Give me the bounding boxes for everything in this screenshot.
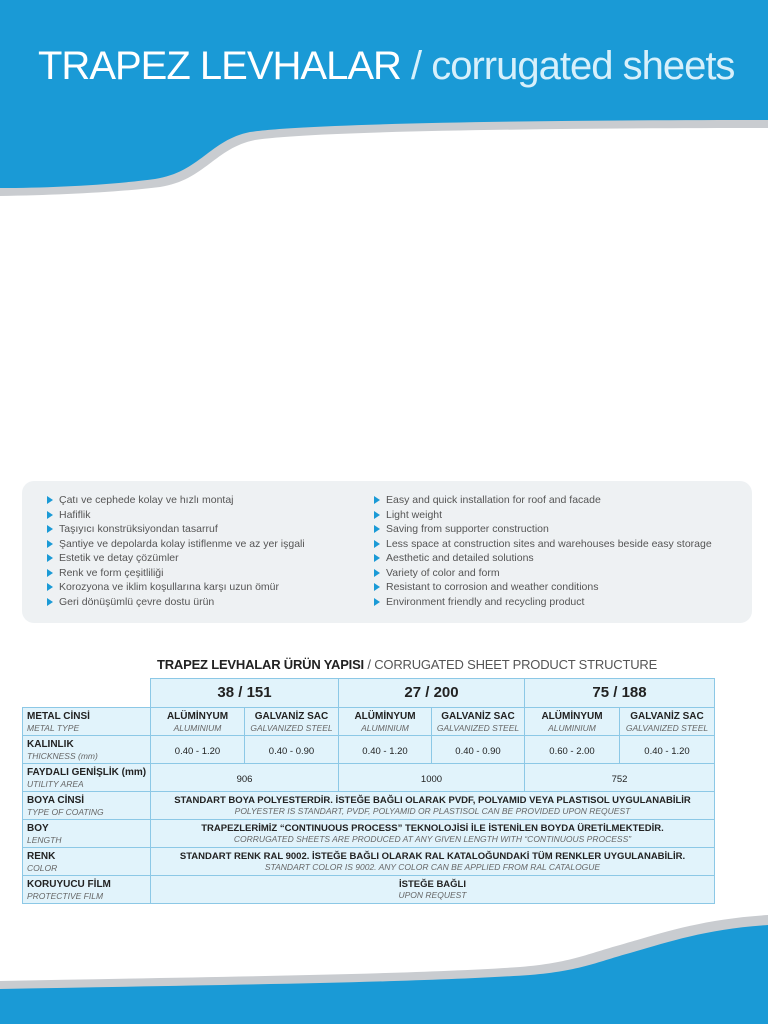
title-separator: / (400, 44, 432, 88)
bullet-arrow-icon (47, 569, 53, 577)
feature-item: Taşıyıcı konstrüksiyondan tasarruf (47, 522, 305, 537)
table-cell: STANDART RENK RAL 9002. İSTEĞE BAĞLI OLARAK RAL KATALOĞUNDAKİ TÜM RENKLER UYGULANABİLİR. STANDART COLOR IS 9002. ANY COLOR CAN BE APPLIED FROM RAL CATALOGUE (151, 848, 715, 876)
table-cell: 0.40 - 0.90 (245, 736, 339, 764)
feature-item: Variety of color and form (374, 566, 712, 581)
table-cell: 0.40 - 0.90 (432, 736, 525, 764)
table-cell: GALVANİZ SAC GALVANIZED STEEL (432, 708, 525, 736)
table-cell: TRAPEZLERİMİZ “CONTINUOUS PROCESS” TEKNOLOJİSİ İLE İSTENİLEN BOYDA ÜRETİLMEKTEDİR. CORRUGATED SHEETS ARE PRODUCED AT ANY GIVEN LENGTH WITH “CONTINUOUS PROCESS” (151, 820, 715, 848)
feature-item: Hafiflik (47, 508, 305, 523)
feature-item: Less space at construction sites and warehouses beside easy storage (374, 537, 712, 552)
profile-header: 75 / 188 (525, 679, 715, 708)
bullet-arrow-icon (47, 496, 53, 504)
table-cell: 0.40 - 1.20 (620, 736, 715, 764)
feature-item: Saving from supporter construction (374, 522, 712, 537)
table-row-width (23, 764, 715, 792)
table-cell: İSTEĞE BAĞLI UPON REQUEST (151, 876, 715, 904)
bullet-arrow-icon (47, 598, 53, 606)
table-cell: STANDART BOYA POLYESTERDİR. İSTEĞE BAĞLI OLARAK PVDF, POLYAMID VEYA PLASTISOL UYGULANABİLİR POLYESTER IS STANDART, PVDF, POLYAMID OR PLASTISOL CAN BE PROVIDED UPON REQUEST (151, 792, 715, 820)
feature-item: Light weight (374, 508, 712, 523)
bullet-arrow-icon (374, 583, 380, 591)
header-wave-shape (0, 0, 768, 200)
table-cell: 0.40 - 1.20 (339, 736, 432, 764)
table-cell: GALVANİZ SAC GALVANIZED STEEL (245, 708, 339, 736)
bullet-arrow-icon (374, 511, 380, 519)
profile-header: 38 / 151 (151, 679, 339, 708)
header-band (0, 0, 768, 200)
bullet-arrow-icon (47, 525, 53, 533)
bullet-arrow-icon (47, 583, 53, 591)
row-label: METAL CİNSİ METAL TYPE (23, 708, 151, 736)
table-cell: GALVANİZ SAC GALVANIZED STEEL (620, 708, 715, 736)
product-structure-table (22, 678, 715, 904)
table-cell: ALÜMİNYUM ALUMINIUM (151, 708, 245, 736)
table-row-metal (23, 708, 715, 736)
feature-item: Environment friendly and recycling product (374, 595, 712, 610)
bullet-arrow-icon (374, 496, 380, 504)
table-cell: ALÜMİNYUM ALUMINIUM (525, 708, 620, 736)
feature-item: Aesthetic and detailed solutions (374, 551, 712, 566)
title-en: corrugated sheets (431, 44, 735, 88)
bullet-arrow-icon (374, 569, 380, 577)
feature-item: Geri dönüşümlü çevre dostu ürün (47, 595, 305, 610)
row-label: BOY LENGTH (23, 820, 151, 848)
table-row-color (23, 848, 715, 876)
table-cell: 0.40 - 1.20 (151, 736, 245, 764)
bullet-arrow-icon (374, 540, 380, 548)
features-list-tr (47, 493, 305, 609)
bullet-arrow-icon (374, 525, 380, 533)
table-title-en: CORRUGATED SHEET PRODUCT STRUCTURE (374, 657, 658, 672)
table-cell: 0.60 - 2.00 (525, 736, 620, 764)
feature-item: Şantiye ve depolarda kolay istiflenme ve az yer işgali (47, 537, 305, 552)
row-label: KALINLIK THICKNESS (mm) (23, 736, 151, 764)
profile-header: 27 / 200 (339, 679, 525, 708)
page-title (38, 44, 734, 89)
table-title (157, 657, 657, 672)
footer-wave-shape (0, 905, 768, 1024)
bullet-arrow-icon (374, 598, 380, 606)
table-cell: 906 (151, 764, 339, 792)
feature-item: Resistant to corrosion and weather conditions (374, 580, 712, 595)
features-panel (22, 481, 752, 623)
table-row-coating (23, 792, 715, 820)
bullet-arrow-icon (47, 511, 53, 519)
table-row-length (23, 820, 715, 848)
table-cell: 1000 (339, 764, 525, 792)
bullet-arrow-icon (47, 540, 53, 548)
title-tr: TRAPEZ LEVHALAR (38, 44, 401, 88)
footer-band (0, 905, 768, 1024)
table-cell: 752 (525, 764, 715, 792)
feature-item: Renk ve form çeşitliliği (47, 566, 305, 581)
bullet-arrow-icon (374, 554, 380, 562)
bullet-arrow-icon (47, 554, 53, 562)
features-list-en (374, 493, 712, 609)
table-row-profiles (23, 679, 715, 708)
row-label: FAYDALI GENİŞLİK (mm) UTILITY AREA (23, 764, 151, 792)
row-label: KORUYUCU FİLM PROTECTIVE FILM (23, 876, 151, 904)
table-corner-cell (23, 679, 151, 708)
feature-item: Easy and quick installation for roof and facade (374, 493, 712, 508)
feature-item: Korozyona ve iklim koşullarına karşı uzun ömür (47, 580, 305, 595)
row-label: BOYA CİNSİ TYPE OF COATING (23, 792, 151, 820)
table-row-thickness (23, 736, 715, 764)
table-row-film (23, 876, 715, 904)
feature-item: Estetik ve detay çözümler (47, 551, 305, 566)
row-label: RENK COLOR (23, 848, 151, 876)
table-title-tr: TRAPEZ LEVHALAR ÜRÜN YAPISI (157, 657, 364, 672)
feature-item: Çatı ve cephede kolay ve hızlı montaj (47, 493, 305, 508)
table-cell: ALÜMİNYUM ALUMINIUM (339, 708, 432, 736)
table-title-separator: / (363, 657, 375, 672)
